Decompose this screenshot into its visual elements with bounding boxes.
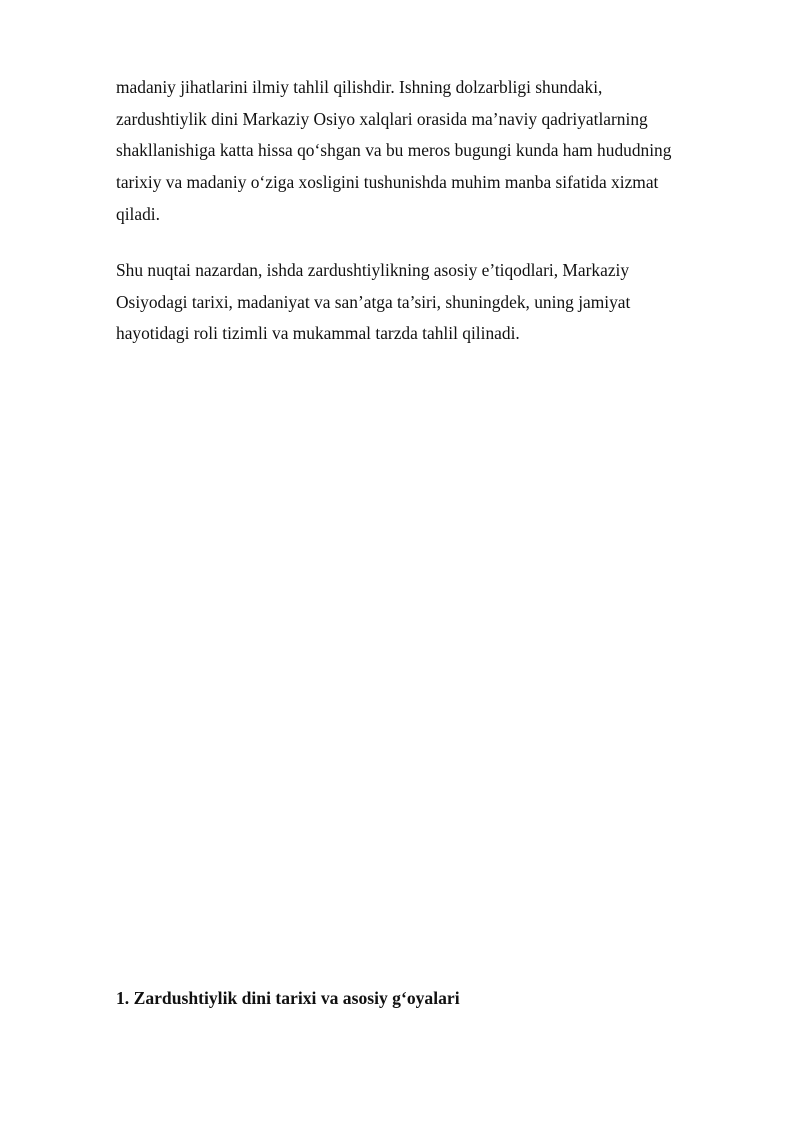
paragraph-line: qiladi. <box>116 203 160 224</box>
body-paragraph-2 <box>116 255 726 350</box>
section-heading: 1. Zardushtiylik dini tarixi va asosiy g‘oyalari <box>116 988 460 1008</box>
body-paragraph-1 <box>116 72 726 231</box>
paragraph-line: madaniy jihatlarini ilmiy tahlil qilishdir. Ishning dolzarbligi shundaki, <box>116 77 603 97</box>
paragraph-line: shakllanishiga katta hissa qo‘shgan va bu meros bugungi kunda ham hududning <box>116 140 672 161</box>
paragraph-line: zardushtiylik dini Markaziy Osiyo xalqlari orasida ma’naviy qadriyatlarning <box>116 108 648 129</box>
paragraph-line: Osiyodagi tarixi, madaniyat va san’atga ta’siri, shuningdek, uning jamiyat <box>116 291 631 312</box>
paragraph-line: hayotidagi roli tizimli va mukammal tarzda tahlil qilinadi. <box>116 323 520 344</box>
paragraph-line: tarixiy va madaniy o‘ziga xosligini tushunishda muhim manba sifatida xizmat <box>116 172 659 193</box>
paragraph-line: Shu nuqtai nazardan, ishda zardushtiylikning asosiy e’tiqodlari, Markaziy <box>116 260 630 280</box>
